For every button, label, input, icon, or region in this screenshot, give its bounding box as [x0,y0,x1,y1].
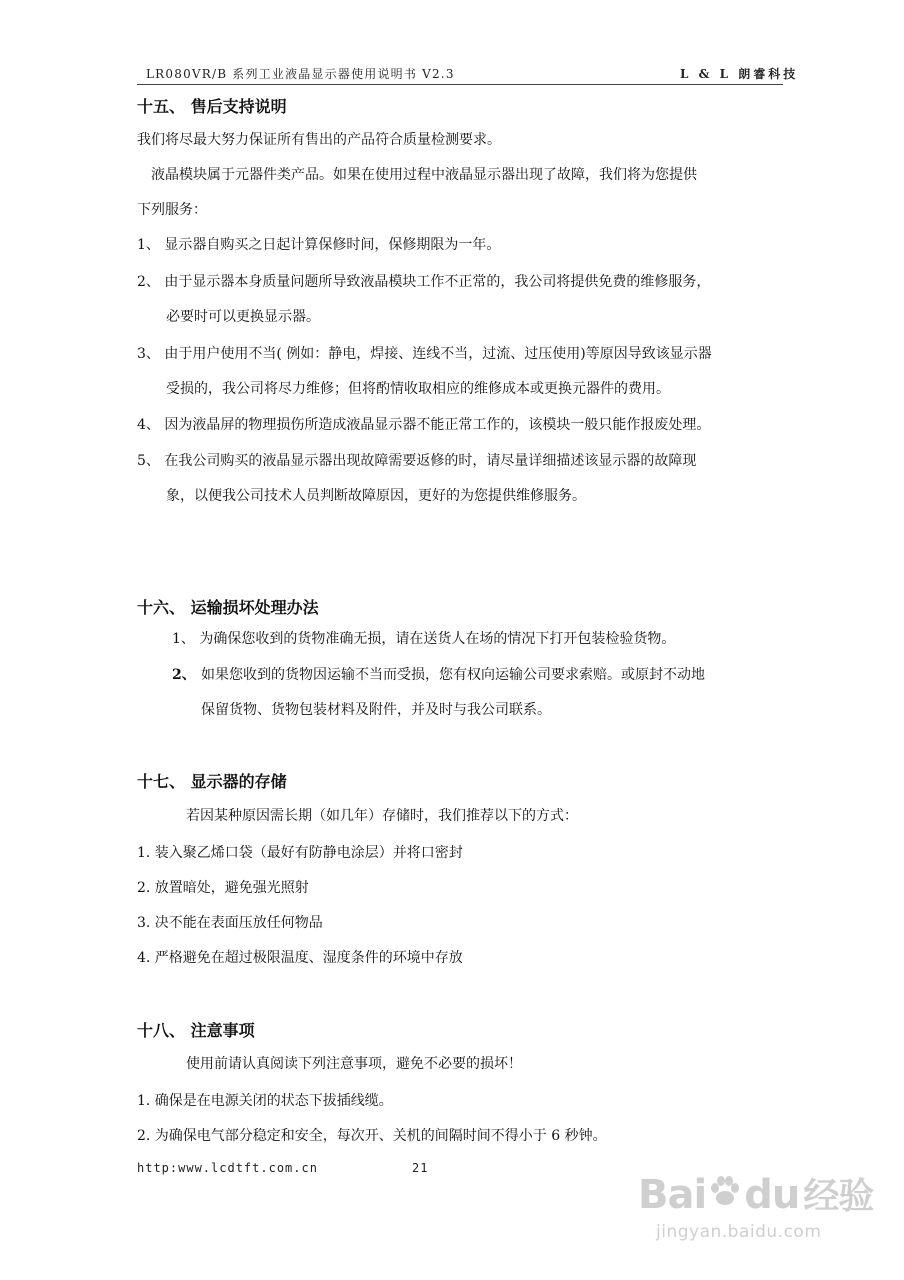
watermark-brand-tail: du [744,1172,800,1218]
section-15-item-cont: 受损的，我公司将尽力维修；但将酌情收取相应的维修成本或更换元器件的费用。 [166,381,670,397]
section-15-item: 2、 由于显示器本身质量问题所导致液晶模块工作不正常的，我公司将提供免费的维修服务， [137,274,711,290]
section-16-item-cont: 保留货物、货物包装材料及附件，并及时与我公司联系。 [201,702,551,718]
section-15-line: 下列服务： [137,202,207,218]
paw-icon [707,1174,743,1210]
section-17-item: 3. 决不能在表面压放任何物品 [137,915,323,931]
watermark-logo [638,1168,873,1219]
section-17-title: 十七、 显示器的存储 [137,772,287,791]
section-18-line: 使用前请认真阅读下列注意事项，避免不必要的损坏！ [186,1056,522,1072]
section-18-item: 2. 为确保电气部分稳定和安全，每次开、关机的间隔时间不得小于 6 秒钟。 [137,1128,607,1144]
section-17-item: 1. 装入聚乙烯口袋（最好有防静电涂层）并将口密封 [137,845,463,861]
section-15-item-cont: 象，以便我公司技术人员判断故障原因，更好的为您提供维修服务。 [166,488,586,504]
section-18-title: 十八、 注意事项 [137,1021,255,1040]
document-header-company: L & L 朗睿科技 [680,67,799,81]
watermark-brand: Bai [638,1172,707,1218]
section-15-title: 十五、 售后支持说明 [137,97,287,116]
section-15-item: 4、 因为液晶屏的物理损伤所造成液晶显示器不能正常工作的，该模块一般只能作报废处理。 [137,417,711,433]
section-16-item: 如果您收到的货物因运输不当而受损，您有权向运输公司要求索赔。或原封不动地 [201,667,705,683]
footer-url: http:www.lcdtft.com.cn [137,1161,318,1175]
section-16-title: 十六、 运输损坏处理办法 [137,598,319,617]
watermark-url: jingyan.baidu.com [656,1222,822,1242]
section-18-item: 1. 确保是在电源关闭的状态下拔插线缆。 [137,1093,393,1109]
section-17-item: 2. 放置暗处，避免强光照射 [137,880,309,896]
section-17-item: 4. 严格避免在超过极限温度、湿度条件的环境中存放 [137,950,463,966]
section-15-line: 我们将尽最大努力保证所有售出的产品符合质量检测要求。 [137,132,501,148]
section-15-item: 3、 由于用户使用不当( 例如：静电，焊接、连线不当，过流、过压使用)等原因导致该显示器 [137,346,712,362]
section-15-item: 5、 在我公司购买的液晶显示器出现故障需要返修的时，请尽量详细描述该显示器的故障现 [137,453,697,469]
watermark-product: 经验 [803,1176,874,1217]
section-15-item-cont: 必要时可以更换显示器。 [166,309,320,325]
section-16-item: 1、 为确保您收到的货物准确无损，请在送货人在场的情况下打开包装检验货物。 [172,631,676,647]
section-15-line: 液晶模块属于元器件类产品。如果在使用过程中液晶显示器出现了故障，我们将为您提供 [151,167,697,183]
page-number: 21 [412,1161,429,1175]
section-16-item-number: 2、 [172,667,196,683]
section-17-line: 若因某种原因需长期（如几年）存储时，我们推荐以下的方式： [186,808,578,824]
section-15-item: 1、 显示器自购买之日起计算保修时间，保修期限为一年。 [137,237,501,253]
document-header-title: LR080VR/B 系列工业液晶显示器使用说明书 V2.3 [146,67,455,81]
header-rule [137,84,783,85]
